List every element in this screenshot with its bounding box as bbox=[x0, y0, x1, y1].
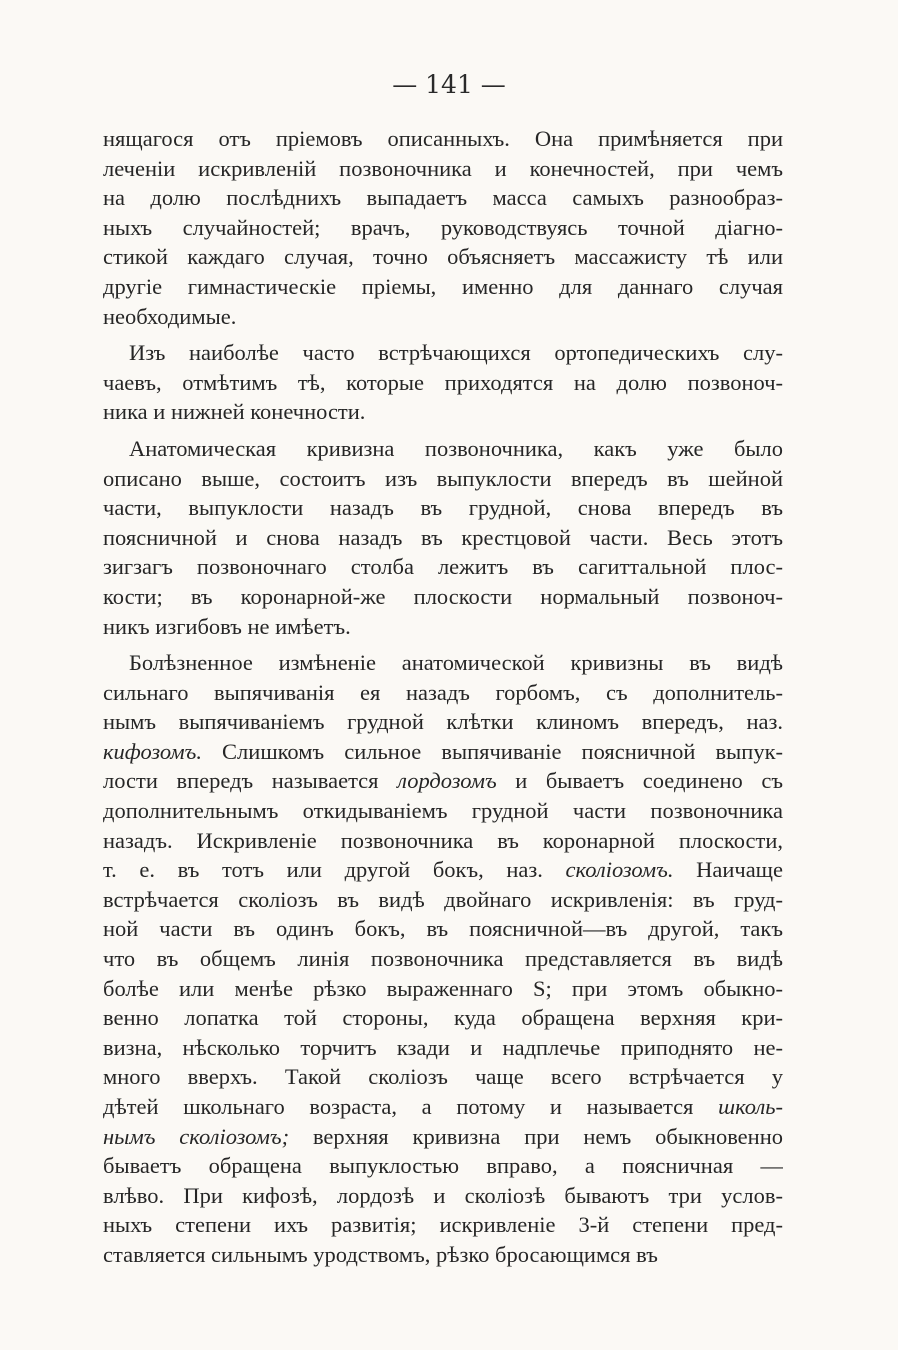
page-number: — 141 — bbox=[392, 70, 506, 99]
text-run: бываетъ обращена выпуклостью вправо, а поясничная — bbox=[103, 1153, 783, 1179]
text-line bbox=[103, 944, 783, 974]
text-line bbox=[103, 338, 783, 368]
text-run: много вверхъ. Такой сколiозъ чаще всего встрѣчается у bbox=[103, 1064, 783, 1090]
text-run: Наичаще bbox=[673, 857, 783, 883]
text-run: на долю послѣднихъ выпадаетъ масса самыхъ разнообраз- bbox=[103, 185, 783, 211]
text-run: Изъ наиболѣе часто встрѣчающихся ортопедическихъ слу- bbox=[129, 340, 783, 366]
text-run: Слишкомъ сильное выпячиванiе поясничной выпук- bbox=[201, 738, 783, 764]
text-line bbox=[103, 1151, 783, 1181]
text-line bbox=[103, 1122, 783, 1152]
italic-term: кифозомъ. bbox=[103, 738, 202, 764]
text-line bbox=[103, 1210, 783, 1240]
paragraph bbox=[103, 338, 783, 427]
text-line bbox=[103, 272, 783, 302]
text-run: стикой каждаго случая, точно объясняетъ массажисту тѣ или bbox=[103, 244, 783, 270]
text-run: ной части въ одинъ бокъ, въ поясничной—въ другой, такъ bbox=[103, 916, 783, 942]
text-line bbox=[103, 914, 783, 944]
text-run: Анатомическая кривизна позвоночника, какъ уже было bbox=[129, 435, 783, 461]
text-line bbox=[103, 523, 783, 553]
text-line bbox=[103, 154, 783, 184]
text-run: ныхъ степени ихъ развитiя; искривленiе 3-й степени пред- bbox=[103, 1212, 783, 1238]
text-run: влѣво. При кифозѣ, лордозѣ и сколiозѣ бываютъ три услов- bbox=[103, 1182, 783, 1208]
italic-term: школь- bbox=[718, 1094, 783, 1119]
text-run: назадъ. Искривленiе позвоночника въ коронарной плоскости, bbox=[103, 827, 783, 853]
text-line bbox=[103, 766, 783, 796]
text-run: визна, нѣсколько торчитъ кзади и надплечье приподнято не- bbox=[103, 1034, 783, 1060]
text-run: венно лопатка той стороны, куда обращена верхняя кри- bbox=[103, 1005, 783, 1031]
text-line bbox=[103, 368, 783, 398]
text-run: необходимые. bbox=[103, 303, 237, 329]
text-run: что въ общемъ линiя позвоночника представляется въ видѣ bbox=[103, 946, 783, 972]
text-run: кости; въ коронарной-же плоскости нормальный позвоноч- bbox=[103, 583, 783, 609]
text-line bbox=[103, 493, 783, 523]
text-run: никъ изгибовъ не имѣетъ. bbox=[103, 613, 351, 639]
text-run: нымъ выпячиванiемъ грудной клѣтки клиномъ впередъ, наз. bbox=[103, 709, 783, 735]
paragraph bbox=[103, 124, 783, 331]
text-run: болѣе или менѣе рѣзко выраженнаго S; при этомъ обыкно- bbox=[103, 975, 783, 1001]
text-run: зигзагъ позвоночнаго столба лежитъ въ сагиттальной плос- bbox=[103, 554, 783, 580]
text-line bbox=[103, 302, 783, 332]
text-line bbox=[103, 1181, 783, 1211]
text-line bbox=[103, 855, 783, 885]
text-line bbox=[103, 242, 783, 272]
text-line bbox=[103, 796, 783, 826]
text-line bbox=[103, 1033, 783, 1063]
text-line bbox=[103, 552, 783, 582]
text-line bbox=[103, 582, 783, 612]
text-line bbox=[103, 678, 783, 708]
paragraph bbox=[103, 434, 783, 641]
text-run: дополнительнымъ откидыванiемъ грудной части позвоночника bbox=[103, 798, 783, 824]
body-text bbox=[103, 124, 783, 1270]
text-run: части, выпуклости назадъ въ грудной, снова впередъ въ bbox=[103, 495, 783, 521]
text-run: сильнаго выпячиванiя ея назадъ горбомъ, съ дополнитель- bbox=[103, 679, 783, 705]
text-run: описано выше, состоитъ изъ выпуклости впередъ въ шейной bbox=[103, 465, 783, 491]
text-line bbox=[103, 737, 783, 767]
text-line bbox=[103, 124, 783, 154]
text-line bbox=[103, 974, 783, 1004]
text-run: Болѣзненное измѣненiе анатомической кривизны въ видѣ bbox=[129, 650, 783, 676]
text-run: лости впередъ называется bbox=[103, 768, 398, 794]
paragraph bbox=[103, 648, 783, 1269]
text-line bbox=[103, 464, 783, 494]
italic-term: сколiозомъ. bbox=[565, 857, 674, 883]
text-line bbox=[103, 213, 783, 243]
text-line bbox=[103, 397, 783, 427]
text-line bbox=[103, 1240, 783, 1270]
text-run: ника и нижней конечности. bbox=[103, 399, 366, 425]
text-line bbox=[103, 826, 783, 856]
text-line bbox=[103, 434, 783, 464]
text-run: и бываетъ соединено съ bbox=[496, 768, 783, 794]
text-run: ставляется сильнымъ уродствомъ, рѣзко бросающимся въ bbox=[103, 1241, 658, 1267]
text-run: чаевъ, отмѣтимъ тѣ, которые приходятся на долю позвоноч- bbox=[103, 369, 783, 395]
italic-term: лордозомъ bbox=[397, 768, 497, 794]
text-line bbox=[103, 1003, 783, 1033]
italic-term: нымъ сколiозомъ; bbox=[103, 1123, 290, 1149]
text-run: встрѣчается сколiозъ въ видѣ двойнаго искривленiя: въ груд- bbox=[103, 886, 783, 912]
text-line bbox=[103, 885, 783, 915]
text-run: т. е. въ тотъ или другой бокъ, наз. bbox=[103, 857, 566, 883]
text-run: нящагося отъ прiемовъ описанныхъ. Она примѣняется при bbox=[103, 126, 783, 151]
text-line bbox=[103, 1092, 783, 1122]
text-run: леченiи искривленiй позвоночника и конечностей, при чемъ bbox=[103, 155, 783, 181]
text-line bbox=[103, 183, 783, 213]
text-line bbox=[103, 648, 783, 678]
text-line bbox=[103, 1062, 783, 1092]
text-run: другiе гимнастическiе прiемы, именно для даннаго случая bbox=[103, 273, 783, 299]
text-run: верхняя кривизна при немъ обыкновенно bbox=[289, 1123, 783, 1149]
text-run: дѣтей школьнаго возраста, а потому и называется bbox=[103, 1094, 719, 1119]
text-line bbox=[103, 612, 783, 642]
text-run: поясничной и снова назадъ въ крестцовой части. Весь этотъ bbox=[103, 524, 783, 550]
text-run: ныхъ случайностей; врачъ, руководствуясь точной дiагно- bbox=[103, 214, 783, 240]
text-line bbox=[103, 707, 783, 737]
